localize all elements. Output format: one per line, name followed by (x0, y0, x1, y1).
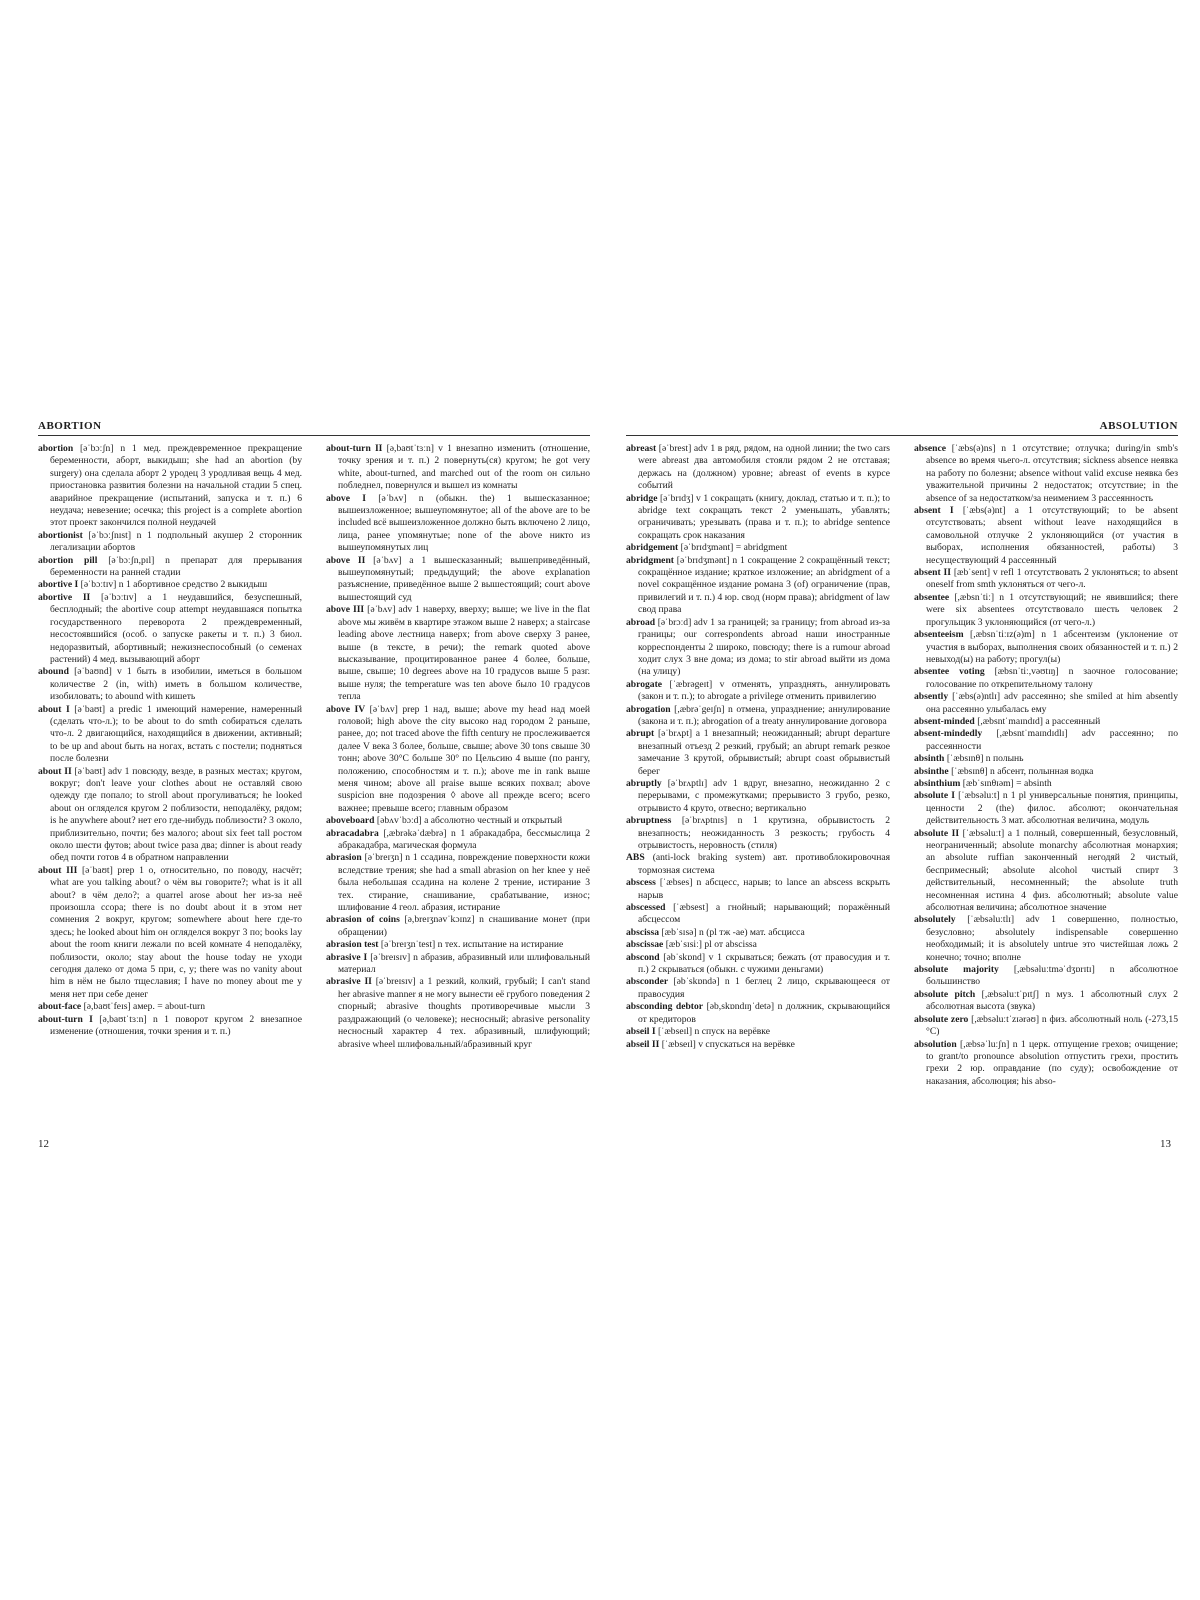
dictionary-entry (914, 691, 1178, 716)
entry-definition: [ˈæbseɪl] n спуск на верёвке (658, 1026, 770, 1038)
dictionary-entry (326, 914, 590, 939)
dictionary-entry (626, 704, 890, 729)
entry-headword: absinthe (914, 765, 949, 777)
left-page (38, 420, 590, 1051)
entry-headword: abortion pill (38, 554, 98, 566)
dictionary-entry (626, 852, 890, 877)
entry-definition: [æbˈsɪnθɪəm] = absinth (962, 777, 1052, 789)
right-page (626, 420, 1178, 1088)
dictionary-entry (626, 1001, 890, 1026)
entry-headword: abridgment (626, 554, 674, 566)
entry-definition: [ˈæbses] n абсцесс, нарыв; to lance an abscess вскрыть нарыв (638, 877, 890, 901)
dictionary-entry (914, 443, 1178, 505)
dictionary-entry (626, 1026, 890, 1038)
dictionary-entry (914, 1014, 1178, 1039)
dictionary-entry (914, 505, 1178, 567)
entry-definition: [ˈæbsɪnθ] n полынь (946, 753, 1024, 765)
dictionary-entry (38, 530, 302, 555)
dictionary-entry (914, 778, 1178, 790)
entry-definition: [ˈæbsɪnθ] n абсент, полынная водка (951, 765, 1094, 777)
entry-headword: above II (326, 554, 366, 566)
entry-headword: abrupt (626, 728, 655, 740)
entry-definition: [æbˈsent] v refl 1 отсутствовать 2 уклоняться; to absent oneself from smth уклоняться от чего-л. (926, 567, 1178, 591)
dictionary-entry (38, 865, 302, 1001)
entry-definition: [æbsnˈtiː,vəʊtɪŋ] n заочное голосование; голосование по открепительному талону (926, 666, 1179, 690)
entry-definition: [əˈbɔːʃnɪst] n 1 подпольный акушер 2 сторонник легализации абортов (50, 529, 303, 554)
entry-headword: absent I (914, 505, 954, 517)
entry-definition: [ˈæbsəluːtlɪ] adv 1 совершенно, полностью, безусловно; absolutely indispensable совершенно необходимый; it is absolutely untrue это чистейшая ложь 2 конечно; точно; вполне (926, 914, 1178, 963)
entry-definition: [ˈæbs(ə)ns] n 1 отсутствие; отлучка; during/in smb's absence во время чьего-л. отсутствия; sickness absence неявка на работу по болезни; absence without valid excuse неявка без уважительной причины 2 недостаток; отсутствие; in the absence of за недостатком/за неимением 3 рассеянность (926, 443, 1178, 504)
entry-headword: absolution (914, 1038, 957, 1050)
entry-headword: aboveboard (326, 815, 375, 827)
entry-definition: [,æbsəluːtməˈdʒɒrɪtɪ] n абсолютное большинство (926, 964, 1178, 988)
dictionary-entry (626, 542, 890, 554)
entry-headword: abruptly (626, 777, 662, 789)
dictionary-entry (626, 976, 890, 1001)
dictionary-entry (914, 1039, 1178, 1089)
dictionary-entry (326, 852, 590, 914)
left-page-columns (38, 443, 590, 1051)
right-page-column-1 (626, 443, 890, 1088)
dictionary-entry (626, 493, 890, 543)
entry-definition: [əˈbɔːʃn,pɪl] n препарат для прерывания беременности на ранней стадии (50, 554, 302, 579)
entry-headword: above I (326, 492, 366, 504)
entry-headword: about I (38, 703, 70, 715)
page-number-right: 13 (1160, 1138, 1171, 1150)
dictionary-entry (38, 666, 302, 703)
entry-headword: about-face (38, 1001, 82, 1013)
entry-definition: [,æbrəkəˈdæbrə] n 1 абракадабра, бессмыслица 2 абракадабра, магическая формула (338, 827, 590, 851)
dictionary-entry (326, 555, 590, 605)
entry-definition: [ə,baʊtˈfeɪs] амер. = about-turn (83, 1001, 206, 1013)
dictionary-entry (914, 964, 1178, 989)
entry-definition: [ˈæbs(ə)nt] a 1 отсутствующий; to be absent отсутствовать; absent without leave находящийся в самовольной отлучке 2 уклоняющийся (от участия в выборах, исполнения обязанностей, работы) 3 несуществующий 4 рассеянный (926, 505, 1178, 566)
entry-definition: [əb,skɒndɪŋˈdetə] n должник, скрывающийся от кредиторов (638, 1001, 890, 1025)
entry-definition: [əbˈskɒndə] n 1 беглец 2 лицо, скрывающееся от правосудия (638, 976, 891, 1000)
entry-headword: abrasion test (326, 939, 379, 951)
entry-headword: absinth (914, 753, 945, 765)
entry-definition: [əˈbaʊt] adv 1 повсюду, везде, в разных местах; кругом, вокруг; don't leave your clothes about не оставляй свою одежду где попало; to stroll about прогуливаться; he looked about он огляделся кругом 2 поблизости, неподалёку, рядом; is he anywhere about? нет его где-нибудь поблизости? 3 около, приблизительно, почти; без малого; about six feet tall ростом около шести футов; about twice раза два; dinner is about ready обед почти готов 4 в обратном направлении (50, 765, 302, 864)
entry-definition: [əˈbʌv] prep 1 над, выше; above my head над моей головой; high above the city высоко над городом 2 раньше, ранее, до; not traced above the fifth century не прослеживается далее V века 3 более, больше, свыше; above 30 tons свыше 30 тонн; above 30°C больше 30° по Цельсию 4 выше (по рангу, положению, способностям и т. п.); above me in rank выше меня чином; above all praise выше всяких похвал; above suspicion вне подозрения ◊ above all прежде всего; всего важнее; превыше всего; главным образом (338, 703, 590, 814)
dictionary-entry (914, 914, 1178, 964)
dictionary-entry (626, 443, 890, 493)
entry-definition: [əˈbreɪsɪv] n абразив, абразивный или шлифовальный материал (338, 951, 590, 976)
dictionary-entry (326, 704, 590, 816)
dictionary-entry (326, 493, 590, 555)
dictionary-entry (326, 976, 590, 1050)
dictionary-entry (626, 902, 890, 927)
entry-headword: abseil II (626, 1038, 660, 1050)
entry-definition: [ˈæbsəluːt] a 1 полный, совершенный, безусловный, неограниченный; absolute monarchy абсолютная монархия; an absolute ruffian законченный негодяй 2 чистый, беспримесный; absolute alcohol чистый спирт 3 действительный, несомненный; the absolute truth несомненная истина 4 физ. абсолютный; absolute value абсолютная величина; абсолютное значение (926, 827, 1178, 914)
entry-definition: [əbʌvˈbɔːd] a абсолютно честный и открытый (376, 815, 563, 827)
dictionary-entry (914, 989, 1178, 1014)
entry-definition: [əˈbrest] adv 1 в ряд, рядом, на одной линии; the two cars were abreast два автомобиля стояли рядом 2 не отставая; держась на (должном) уровне; abreast of events в курсе событий (638, 443, 890, 492)
entry-headword: absinthium (914, 777, 961, 789)
entry-definition: [ə,breɪʒnəvˈkɔɪnz] n снашивание монет (при обращении) (338, 914, 590, 938)
dictionary-entry (38, 766, 302, 865)
left-page-column-2 (326, 443, 590, 1051)
entry-headword: absolute zero (914, 1013, 969, 1025)
entry-definition: [əˈbrʌpt] a 1 внезапный; неожиданный; abrupt departure внезапный отъезд 2 резкий, грубый; an abrupt remark резкое замечание 3 крутой, обрывистый; abrupt coast обрывистый берег (638, 728, 890, 777)
dictionary-entry (626, 679, 890, 704)
running-header-right: ABSOLUTION (626, 420, 1178, 436)
dictionary-entry (326, 939, 590, 951)
entry-definition: [əˈbrɪdʒmənt] n 1 сокращение 2 сокращённый текст; сокращённое издание; краткое изложение; an abridgment of a novel сокращённое издание романа 3 (of) ограничение (прав, привилегий и т. п.) 4 юр. свод (норм права); abridgment of law свод права (638, 554, 891, 616)
dictionary-entry (626, 617, 890, 679)
dictionary-entry (38, 592, 302, 666)
entry-headword: absolutely (914, 914, 956, 926)
entry-definition: [ə,baʊtˈtɜːn] n 1 поворот кругом 2 внезапное изменение (отношения, точки зрения и т. п.) (50, 1013, 302, 1038)
entry-headword: absolute majority (914, 964, 999, 976)
entry-headword: absent II (914, 567, 951, 579)
entry-headword: above IV (326, 703, 366, 715)
entry-headword: absenteeism (914, 629, 964, 641)
running-header-left: ABORTION (38, 420, 590, 436)
entry-definition: [,æbsntˈmaɪndɪd] a рассеянный (977, 715, 1101, 727)
entry-headword: above III (326, 604, 365, 616)
entry-headword: abrasive I (326, 951, 368, 963)
dictionary-entry (326, 815, 590, 827)
dictionary-entry (38, 443, 302, 530)
entry-definition: [əˈbreɪsɪv] a 1 резкий, колкий, грубый; I can't stand her abrasive manner я не могу вынести её грубого поведения 2 спорный; abrasive thoughts противоречивые мысли 3 раздражающий (о человеке); несносный; abrasive personality несносный характер 4 тех. абразивный, шлифующий; abrasive wheel шлифовальный/абразивный круг (338, 976, 590, 1050)
entry-definition: [əˈbɔːtɪv] a 1 неудавшийся, безуспешный, бесплодный; the abortive coup attempt неудавшаяся попытка государственного переворота 2 преждевременный, несостоявшийся (особ. о запуске ракеты и т. п.) 3 биол. недоразвитый, абортивный; нежизнеспособный (о семенах растений) 4 мед. вызывающий аборт (50, 591, 302, 665)
entry-headword: abrogation (626, 703, 671, 715)
entry-headword: abreast (626, 443, 657, 454)
entry-definition: [æbˈsɪsə] n (pl тж -ae) мат. абсцисса (661, 926, 805, 938)
dictionary-entry (626, 939, 890, 951)
dictionary-entry (38, 1001, 302, 1013)
entry-definition: [əˈbʌv] n (обыкн. the) 1 вышесказанное; вышеизложенное; вышеупомянутое; all of the above are to be included всё вышеизложенное должно быть включено 2 лицо, лица, ранее упомянутые; none of the above никто из вышеупомянутых лиц (338, 492, 590, 554)
entry-headword: abridgement (626, 542, 679, 554)
entry-headword: absentee (914, 591, 950, 603)
entry-headword: about-turn II (326, 443, 383, 454)
entry-headword: absconding debtor (626, 1001, 704, 1013)
dictionary-entry (914, 828, 1178, 915)
entry-headword: about II (38, 765, 72, 777)
entry-headword: about III (38, 864, 78, 876)
entry-headword: abracadabra (326, 827, 379, 839)
dictionary-entry (914, 766, 1178, 778)
dictionary-entry (914, 629, 1178, 666)
entry-headword: absently (914, 691, 949, 703)
entry-definition: [əˈbrɔːd] adv 1 за границей; за границу; from abroad из-за границы; our correspondents abroad наши иностранные корреспонденты 2 широко, повсюду; there is a rumour abroad ходит слух 3 вне дома; из дома; to stir abroad выйти из дома (на улицу) (638, 616, 890, 678)
entry-headword: abound (38, 666, 69, 678)
entry-headword: absolute pitch (914, 988, 976, 1000)
dictionary-entry (38, 1014, 302, 1039)
entry-definition: [,æbrəˈgeɪʃn] n отмена, упразднение; аннулирование (закона и т. п.); abrogation of a treaty аннулирование договора (638, 703, 891, 727)
dictionary-entry (914, 666, 1178, 691)
entry-headword: absentee voting (914, 666, 985, 678)
entry-definition: [əˈbrʌptnɪs] n 1 крутизна, обрывистость 2 внезапность; неожиданность 3 резкость; грубость 4 отрывистость, неровность (стиля) (638, 815, 890, 851)
entry-definition: [ˈæbseɪl] v спускаться на верёвке (661, 1038, 795, 1050)
entry-headword: abscessed (626, 902, 666, 914)
entry-headword: abrasion (326, 852, 362, 864)
entry-headword: abruptness (626, 815, 672, 827)
right-page-columns (626, 443, 1178, 1088)
entry-definition: [əˈbaʊt] a predic 1 имеющий намерение, намеренный (сделать что-л.); to be about to do smth собираться сделать что-л. 2 двигающийся, находящийся в движении, активный; to be up and about быть на ногах, встать с постели; подняться после болезни (50, 703, 302, 765)
left-page-column-1 (38, 443, 302, 1051)
entry-headword: abscess (626, 877, 656, 889)
entry-definition: [əˈbɔːtɪv] n 1 абортивное средство 2 выкидыш (80, 579, 268, 591)
dictionary-entry (626, 952, 890, 977)
entry-headword: abridge (626, 492, 658, 504)
entry-headword: abortionist (38, 529, 83, 541)
entry-definition: [əˈbʌv] a 1 вышесказанный; вышеприведённый, вышеупомянутый; предыдущий; the above explanation разъяснение, приведённое выше 2 вышестоящий; court above вышестоящий суд (338, 554, 590, 603)
entry-headword: abseil I (626, 1026, 656, 1038)
entry-headword: abrasion of coins (326, 914, 400, 926)
dictionary-entry (914, 728, 1178, 753)
right-page-column-2 (914, 443, 1178, 1088)
entry-headword: abroad (626, 616, 656, 628)
dictionary-entry (38, 704, 302, 766)
entry-definition: [ˈæbrəgeɪt] v отменять, упразднять, аннулировать (закон и т. п.); to abrogate a privilege отменить привилегию (638, 678, 890, 703)
dictionary-entry (326, 443, 590, 493)
entry-definition: [əˈbreɪʒn] n 1 ссадина, повреждение поверхности кожи вследствие трения; she had a small abrasion on her knee у неё была небольшая ссадина на колене 2 трение, истирание 3 тех. стирание, снашивание, срабатывание, износ; шлифование 4 геол. абразия, истирание (338, 852, 591, 914)
entry-definition: [,æbsntˈmaɪndɪdlɪ] adv рассеянно; по рассеянности (926, 728, 1178, 752)
dictionary-entry (38, 579, 302, 591)
dictionary-entry (626, 555, 890, 617)
entry-definition: [,æbsəluːtˈzɪərəʊ] n физ. абсолютный ноль (-273,15 °C) (926, 1013, 1179, 1038)
entry-headword: ABS (626, 852, 645, 864)
entry-headword: abrogate (626, 678, 663, 690)
dictionary-entry (626, 927, 890, 939)
entry-headword: absence (914, 443, 946, 454)
entry-definition: [əˈbʌv] adv 1 наверху, вверху; выше; we live in the flat above мы живём в квартире этажом выше 2 наверх; a staircase leading above лестница наверх; from above сверху 3 ранее, выше (в тексте, в речи); the remark quoted above высказывание, процитированное ранее 4 более, больше, выше, свыше; 10 degrees above на 10 градусов выше 5 разг. выше нуля; the temperature was ten above было 10 градусов тепла (338, 604, 591, 703)
entry-headword: absolute I (914, 790, 955, 802)
dictionary-entry (914, 567, 1178, 592)
dictionary-entry (914, 716, 1178, 728)
dictionary-entry (914, 592, 1178, 629)
entry-headword: abortive I (38, 579, 79, 591)
dictionary-entry (626, 815, 890, 852)
entry-definition: [əbˈskɒnd] v 1 скрываться; бежать (от правосудия и т. п.) 2 скрываться (обыкн. с чужими деньгами) (638, 951, 890, 976)
entry-headword: abscond (626, 951, 660, 963)
entry-definition: [əˈbaʊnd] v 1 быть в изобилии, иметься в большом количестве 2 (in, with) иметь в большом количестве, изобиловать; to abound with кишеть (50, 666, 302, 703)
entry-headword: about-turn I (38, 1013, 93, 1025)
entry-definition: (anti-lock braking system) авт. противоблокировочная тормозная система (638, 852, 891, 876)
entry-definition: [əˈbrɪdʒ] v 1 сокращать (книгу, доклад, статью и т. п.); to abridge text сокращать текст 2 уменьшать, убавлять; ограничивать; урезывать (права и т. п.); to abridge sentence сокращать срок наказания (638, 492, 891, 541)
entry-headword: absolute II (914, 827, 960, 839)
dictionary-entry (626, 877, 890, 902)
entry-definition: [æbˈsɪsiː] pl от abscissa (665, 939, 757, 951)
entry-headword: abortive II (38, 591, 91, 603)
dictionary-entry (626, 728, 890, 778)
entry-definition: [əˈbreɪʒnˈtest] n тех. испытание на истирание (380, 939, 564, 951)
entry-definition: [əˈbaʊt] prep 1 о, относительно, по поводу, насчёт; what are you talking about? о чём вы говорите?; what is it all about? в чём дело?; a quarrel arose about her из-за неё произошла ссора; there is no doubt about it в этом нет сомнения 2 вокруг, кругом; somewhere about here где-то здесь; he looked about him он огляделся вокруг 3 по; books lay about the room книги лежали по всей комнате 4 неподалёку, поблизости, около; stay about the house today не уходи сегодня далеко от дома 5 при, с, у; there was no vanity about him в нём не было тщеславия; I have no money about me у меня нет при себе денег (50, 864, 302, 1000)
entry-definition: [əˈbrʌptlɪ] adv 1 вдруг, внезапно, неожиданно 2 с перерывами, с промежутками; прерывисто 3 грубо, резко, отрывисто 4 круто, отвесно; вертикально (638, 777, 890, 814)
entry-definition: [,æbsnˈtiːɪz(ə)m] n 1 абсентеизм (уклонение от участия в выборах, выполнения своих обязанностей и т. п.) 2 невыход(ы) на работу; прогул(ы) (926, 629, 1178, 665)
dictionary-entry (38, 555, 302, 580)
entry-definition: [ə,baʊtˈtɜːn] v 1 внезапно изменить (отношение, точку зрения и т. п.) 2 повернуть(ся) кругом; he got very white, about-turned, and marched out of the room он сильно побледнел, повернулся и вышел из комнаты (338, 443, 590, 492)
entry-headword: abrasive II (326, 976, 372, 988)
dictionary-entry (326, 604, 590, 703)
entry-definition: [,æbsəluːtˈpɪtʃ] n муз. 1 абсолютный слух 2 абсолютная высота (звука) (926, 988, 1178, 1013)
entry-definition: [ˈæbsəluːt] n 1 pl универсальные понятия, принципы, ценности 2 (the) филос. абсолют; окончательная действительность 3 мат. абсолютная величина, модуль (926, 790, 1179, 827)
dictionary-entry (626, 1039, 890, 1051)
dictionary-entry (326, 828, 590, 853)
entry-headword: absent-mindedly (914, 728, 983, 740)
entry-definition: [əˈbɔːʃn] n 1 мед. преждевременное прекращение беременности, аборт, выкидыш; she had an abortion (by surgery) она сделала аборт 2 уродец 3 уродливая вещь 4 мед. приостановка развития болезни на начальной стадии 5 спец. аварийное прекращение (испытаний, запуска и т. п.) 6 неудача; невезение; осечка; this project is a complete abortion этот проект закончился полной неудачей (50, 443, 302, 529)
dictionary-entry (914, 790, 1178, 827)
dictionary-entry (326, 952, 590, 977)
entry-definition: [ˈæbs(ə)ntlɪ] adv рассеянно; she smiled at him absently она рассеянно улыбалась ему (926, 691, 1178, 715)
dictionary-entry (626, 778, 890, 815)
entry-definition: [,æbsəˈluːʃn] n 1 церк. отпущение грехов; очищение; to grant/to pronounce absolution отпустить грехи, простить грехи 2 юр. оправдание (по суду); освобождение от наказания, абсолюция; his abso- (926, 1038, 1178, 1087)
entry-headword: abscissae (626, 939, 664, 951)
page-number-left: 12 (38, 1138, 49, 1150)
dictionary-entry (914, 753, 1178, 765)
entry-definition: [,æbsnˈtiː] n 1 отсутствующий; не явившийся; there were six absentees отсутствовало шесть человек 2 прогульщик 3 уклоняющийся (от чего-л.) (926, 591, 1178, 628)
entry-headword: abortion (38, 443, 74, 454)
entry-headword: absent-minded (914, 715, 975, 727)
entry-headword: absconder (626, 976, 669, 988)
entry-definition: [əˈbrɪdʒmənt] = abridgment (680, 542, 788, 554)
entry-headword: abscissa (626, 926, 660, 938)
entry-definition: [ˈæbsest] a гнойный; нарывающий; поражённый абсцессом (638, 902, 890, 926)
